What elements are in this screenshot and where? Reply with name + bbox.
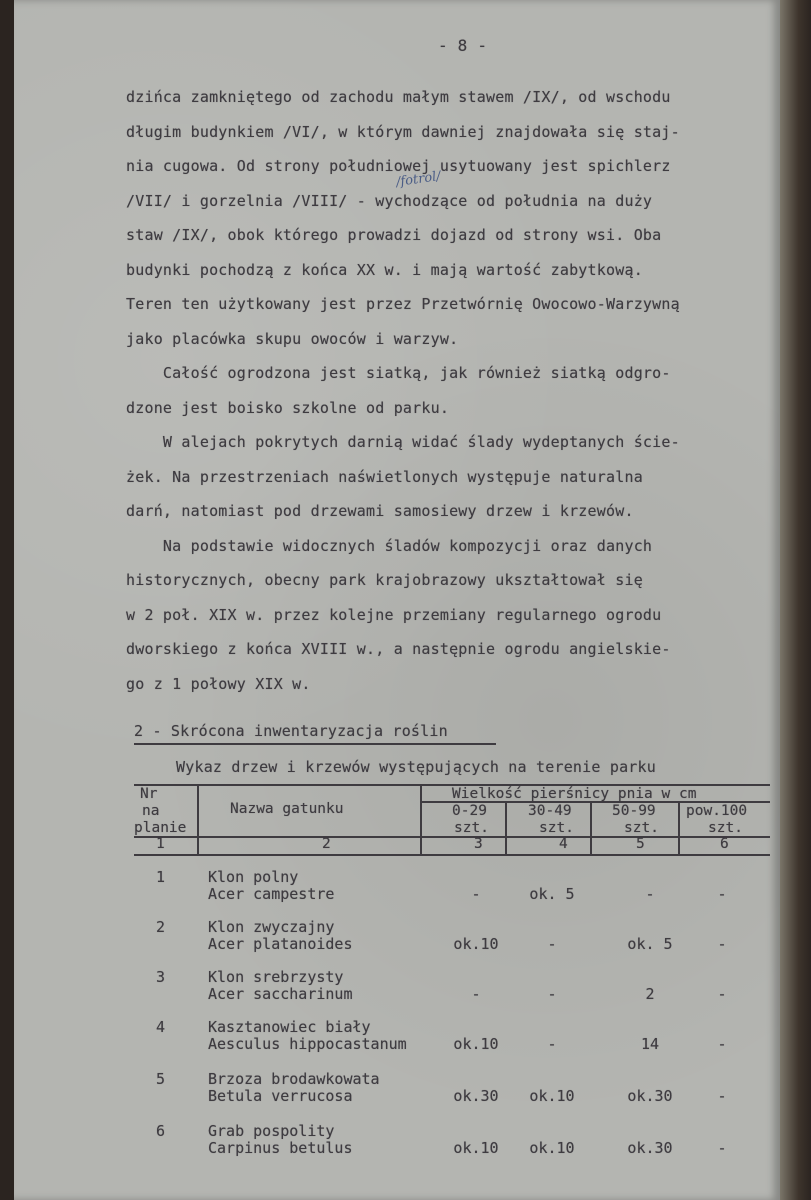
count-30-49: - (547, 1035, 557, 1053)
count-0-29: ok.10 (453, 1139, 499, 1157)
paragraph-line: darń, natomiast pod drzewami samosiewy drzew i krzewów. (126, 502, 634, 520)
count-over-100: - (717, 1035, 727, 1053)
page-number: - 8 - (438, 36, 488, 55)
paragraph-line: Teren ten użytkowany jest przez Przetwórnię Owocowo-Warzywną (126, 295, 680, 313)
count-0-29: ok.10 (453, 1035, 499, 1053)
header-nr-line: planie (134, 820, 187, 836)
paragraph-line: długim budynkiem /VI/, w którym dawniej znajdowała się staj- (126, 122, 680, 141)
species-latin-name: Carpinus betulus (208, 1139, 353, 1157)
table-vrule (197, 784, 199, 854)
species-polish-name: Grab pospolity (208, 1122, 335, 1140)
row-number: 6 (156, 1122, 166, 1140)
page-edge-shadow (780, 0, 811, 1200)
count-50-99: ok.30 (627, 1087, 673, 1105)
count-30-49: ok. 5 (529, 885, 575, 903)
paragraph-line: historycznych, obecny park krajobrazowy ukształtował się (126, 571, 643, 589)
table-title: Wykaz drzew i krzewów występujących na terenie parku (176, 758, 656, 776)
column-number: 6 (720, 836, 729, 852)
count-50-99: - (645, 885, 655, 903)
header-trunk-size-group: Wielkość pierśnicy pnia w cm (452, 786, 697, 802)
handwritten-annotation: /fotrol/ (395, 168, 442, 191)
count-over-100: - (717, 1139, 727, 1157)
table-vrule (505, 801, 507, 854)
count-30-49: ok.10 (529, 1139, 575, 1157)
species-polish-name: Kasztanowiec biały (208, 1018, 371, 1036)
count-over-100: - (717, 935, 727, 953)
count-50-99: ok.30 (627, 1139, 673, 1157)
paragraph-line: go z 1 połowy XIX w. (126, 674, 311, 693)
paragraph-line: /VII/ i gorzelnia /VIII/ - wychodzące od południa na duży (126, 191, 653, 210)
paragraph-line: Na podstawie widocznych śladów kompozycji oraz danych (126, 536, 653, 555)
row-number: 3 (156, 968, 166, 986)
header-unit: szt. (539, 820, 574, 836)
table-vrule (420, 784, 422, 854)
header-size-range: 0-29 (452, 803, 487, 819)
paragraph-line: jako placówka skupu owoców i warzyw. (126, 329, 459, 348)
column-number: 4 (559, 836, 568, 852)
species-polish-name: Brzoza brodawkowata (208, 1070, 380, 1088)
species-latin-name: Acer saccharinum (208, 985, 353, 1003)
count-30-49: - (547, 985, 557, 1003)
count-0-29: ok.30 (453, 1087, 499, 1105)
column-number: 5 (636, 836, 645, 852)
paragraph-line: dzińca zamkniętego od zachodu małym stawem /IX/, od wschodu (126, 88, 671, 106)
species-latin-name: Acer platanoides (208, 935, 353, 953)
table-vrule (678, 801, 680, 854)
species-latin-name: Acer campestre (208, 885, 335, 903)
count-50-99: 2 (645, 985, 655, 1003)
header-unit: szt. (708, 820, 743, 836)
count-0-29: ok.10 (453, 935, 499, 953)
row-number: 2 (156, 918, 166, 936)
row-number: 4 (156, 1018, 166, 1036)
column-number: 1 (156, 836, 165, 852)
heading-underline (134, 743, 496, 745)
count-0-29: - (471, 885, 481, 903)
species-polish-name: Klon polny (208, 868, 299, 886)
paragraph-line: dzone jest boisko szkolne od parku. (126, 398, 450, 417)
paragraph-line: dworskiego z końca XVIII w., a następnie ogrodu angielskie- (126, 640, 671, 658)
species-latin-name: Aesculus hippocastanum (208, 1035, 407, 1053)
row-number: 1 (156, 868, 166, 886)
header-nr-line: na (142, 803, 160, 819)
header-unit: szt. (454, 820, 489, 836)
count-30-49: - (547, 935, 557, 953)
paragraph-line: w 2 poł. XIX w. przez kolejne przemiany regularnego ogrodu (126, 605, 662, 624)
column-number: 2 (322, 836, 331, 852)
column-number: 3 (474, 836, 483, 852)
paragraph-line: budynki pochodzą z końca XX w. i mają wartość zabytkową. (126, 260, 643, 279)
header-nr-line: Nr (140, 786, 158, 802)
paragraph-line: Całość ogrodzona jest siatką, jak również siatką odgro- (126, 364, 671, 382)
header-size-range: 30-49 (528, 803, 572, 819)
count-over-100: - (717, 1087, 727, 1105)
paragraph-line: żek. Na przestrzeniach naświetlonych występuje naturalna (126, 467, 643, 486)
paragraph-line: nia cugowa. Od strony południowej usytuowany jest spichlerz (126, 157, 671, 175)
paragraph-line: staw /IX/, obok którego prowadzi dojazd od strony wsi. Oba (126, 226, 662, 244)
paragraph-line: W alejach pokrytych darnią widać ślady wydeptanych ście- (126, 433, 680, 451)
header-species-name: Nazwa gatunku (230, 801, 344, 817)
species-polish-name: Klon srebrzysty (208, 968, 344, 986)
count-30-49: ok.10 (529, 1087, 575, 1105)
row-number: 5 (156, 1070, 166, 1088)
species-polish-name: Klon zwyczajny (208, 918, 335, 936)
species-latin-name: Betula verrucosa (208, 1087, 353, 1105)
table-colnum-rule (134, 854, 770, 856)
header-size-range: 50-99 (612, 803, 656, 819)
count-0-29: - (471, 985, 481, 1003)
count-over-100: - (717, 885, 727, 903)
header-unit: szt. (624, 820, 659, 836)
count-50-99: 14 (640, 1035, 660, 1053)
count-50-99: ok. 5 (627, 935, 673, 953)
section-heading: 2 - Skrócona inwentaryzacja roślin (134, 722, 448, 740)
table-vrule (590, 801, 592, 854)
header-size-range: pow.100 (686, 803, 748, 819)
table-header-rule (134, 836, 770, 838)
count-over-100: - (717, 985, 727, 1003)
